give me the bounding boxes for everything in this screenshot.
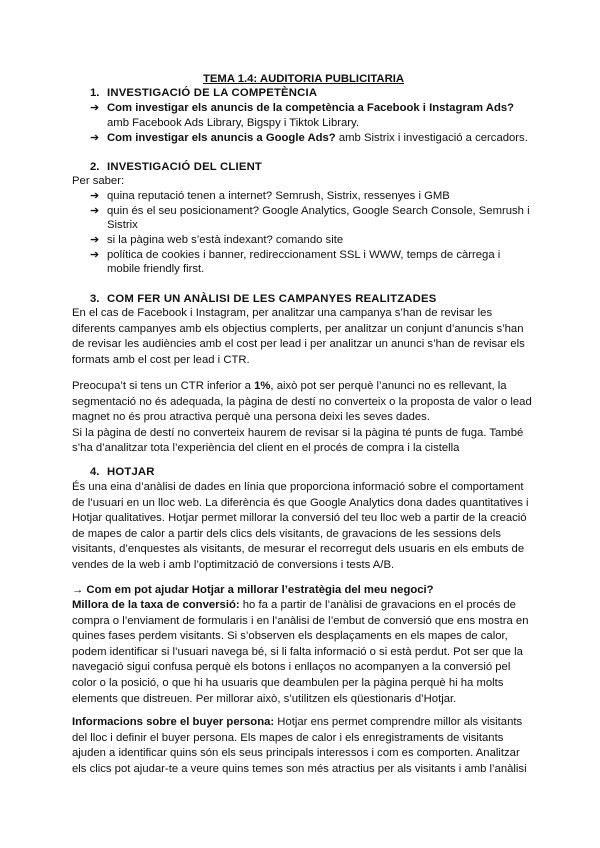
s1-item-1-question: Com investigar els anuncis de la competència a Facebook i Instagram Ads? <box>107 102 515 114</box>
arrow-bullet-icon: ➔ <box>90 234 100 246</box>
paragraph-line: navegació sigui confusa perquè els botons i enllaços no acompanyen a la conversió pel <box>72 661 511 674</box>
page-title: TEMA 1.4: AUDITORIA PUBLICITARIA <box>203 73 405 85</box>
paragraph-line: color o la posició, o que hi ha usuaris que deambulen per la pàgina perquè hi ha molts <box>72 676 504 689</box>
arrow-bullet-icon: ➔ <box>90 205 100 217</box>
section-1-number: 1. <box>90 87 100 99</box>
section-4-heading: HOTJAR <box>107 466 155 478</box>
s2-item-2-line-2: Sistrix <box>107 219 138 231</box>
s1-item-1-answer: amb Facebook Ads Library, Bigspy i Tiktok Library. <box>107 117 359 129</box>
s4-paragraph-buyer-persona <box>72 715 527 777</box>
paragraph-line: vendes de la web i amb l’optimització de conversions i tests A/B. <box>72 558 395 571</box>
arrow-bullet-icon: ➔ <box>90 102 100 114</box>
paragraph-line: segmentació no és adequada, la pàgina de destí no converteix o la proposta de valor o lead <box>72 395 532 408</box>
paragraph-line: Hotjar qualitatives. Hotjar permet millorar la conversió del teu lloc web a partir de la creació <box>72 512 527 525</box>
s4-paragraph-1 <box>72 480 527 574</box>
paragraph-line: formats amb el cost per lead i CTR. <box>72 353 250 366</box>
paragraph-line: Informacions sobre el buyer persona: Hotjar ens permet comprendre millor als visitants <box>72 716 523 728</box>
s2-item-1: quina reputació tenen a internet? Semrush, Sistrix, ressenyes i GMB <box>107 190 450 202</box>
paragraph-line: magnet no és prou atractiva perquè una persona deixi les seves dades. <box>72 411 430 424</box>
s3-paragraph-1 <box>72 306 527 368</box>
paragraph-line: de mapes de calor a partir dels clics dels visitants, de gravacions de les sessions dels <box>72 527 501 540</box>
section-3-number: 3. <box>90 293 100 305</box>
paragraph-line: de revisar les audiències amb el cost per lead i per analitzar un anunci s’han de revisar els <box>72 338 525 351</box>
arrow-bullet-icon: ➔ <box>90 249 100 261</box>
section-4-number: 4. <box>90 466 100 478</box>
paragraph-line: s’ha d’analitzar tota l’experiència del client en el procés de compra i la cistella <box>72 442 460 455</box>
paragraph-line: visitants, d’enquestes als visitants, de mesurar el recorregut dels usuaris en els embuts de <box>72 543 525 556</box>
paragraph-line: diferents campanyes amb els objectius complerts, per analitzar un conjunt d’anuncis s’han <box>72 322 524 335</box>
paragraph-line: Millora de la taxa de conversió: ho fa a partir de l’anàlisi de gravacions en el procés de <box>72 599 516 611</box>
paragraph-line: podem identificar si l’usuari navega bé, si li falta informació o si està perdut. Pot ser que la <box>72 645 523 658</box>
s2-item-4-line-2: mobile friendly first. <box>107 263 205 275</box>
paragraph-line: els clics pot ajudar-te a veure quins temes son més atractius per als visitants i amb l’anàlisi <box>72 762 527 775</box>
s2-intro: Per saber: <box>72 175 125 187</box>
arrow-bullet-icon: ➔ <box>90 190 100 202</box>
paragraph-line: Preocupa’t si tens un CTR inferior a 1%, això pot ser perquè l’anunci no es rellevant, la <box>72 380 507 392</box>
s4-question: → Com em pot ajudar Hotjar a millorar l’estratègia del meu negoci? <box>72 584 434 596</box>
paragraph-line: de l’usuari en un lloc web. La diferència és que Google Analytics dona dades quantitatives i <box>72 496 529 509</box>
arrow-bullet-icon: ➔ <box>90 132 100 144</box>
paragraph-line: Si la pàgina de destí no converteix haurem de revisar si la pàgina té punts de fuga. També <box>72 426 524 439</box>
paragraph-line: En el cas de Facebook i Instagram, per analitzar una campanya s’han de revisar les <box>72 307 493 319</box>
section-2-number: 2. <box>90 161 100 173</box>
s2-item-3: si la pàgina web s’està indexant? comando site <box>107 234 344 246</box>
s3-paragraph-2 <box>72 379 532 457</box>
paragraph-line: compra o l’enviament de formularis i en l’anàlisi de l’embut de conversió que ens mostra en <box>72 614 529 627</box>
paragraph-line: quines fases perdem visitants. Si s’observen els desplaçaments en els mapes de calor, <box>72 630 508 643</box>
s2-item-2-line-1: quin és el seu posicionament? Google Analytics, Google Search Console, Semrush i <box>107 205 530 217</box>
s2-item-4-line-1: política de cookies i banner, redireccionament SSL i WWW, temps de càrrega i <box>107 249 501 261</box>
paragraph-line: ajuden a identificar quins són els seus principals interessos i com es comporten. Analitzar <box>72 747 520 760</box>
section-3-heading: COM FER UN ANÀLISI DE LES CAMPANYES REALITZADES <box>107 293 437 305</box>
s4-paragraph-conversion <box>72 598 527 707</box>
section-1-heading: INVESTIGACIÓ DE LA COMPETÈNCIA <box>107 87 318 99</box>
paragraph-line: És una eina d’anàlisi de dades en línia que proporciona informació sobre el comportament <box>72 481 524 493</box>
paragraph-line: del lloc i definir el buyer persona. Els mapes de calor i els enregistraments de visitants <box>72 731 504 744</box>
s1-item-2: Com investigar els anuncis a Google Ads? amb Sistrix i investigació a cercadors. <box>107 132 528 144</box>
paragraph-line: elements que distreuen. Per millorar això, s’utilitzen els qüestionaris d’Hotjar. <box>72 692 457 705</box>
section-2-heading: INVESTIGACIÓ DEL CLIENT <box>107 161 263 173</box>
